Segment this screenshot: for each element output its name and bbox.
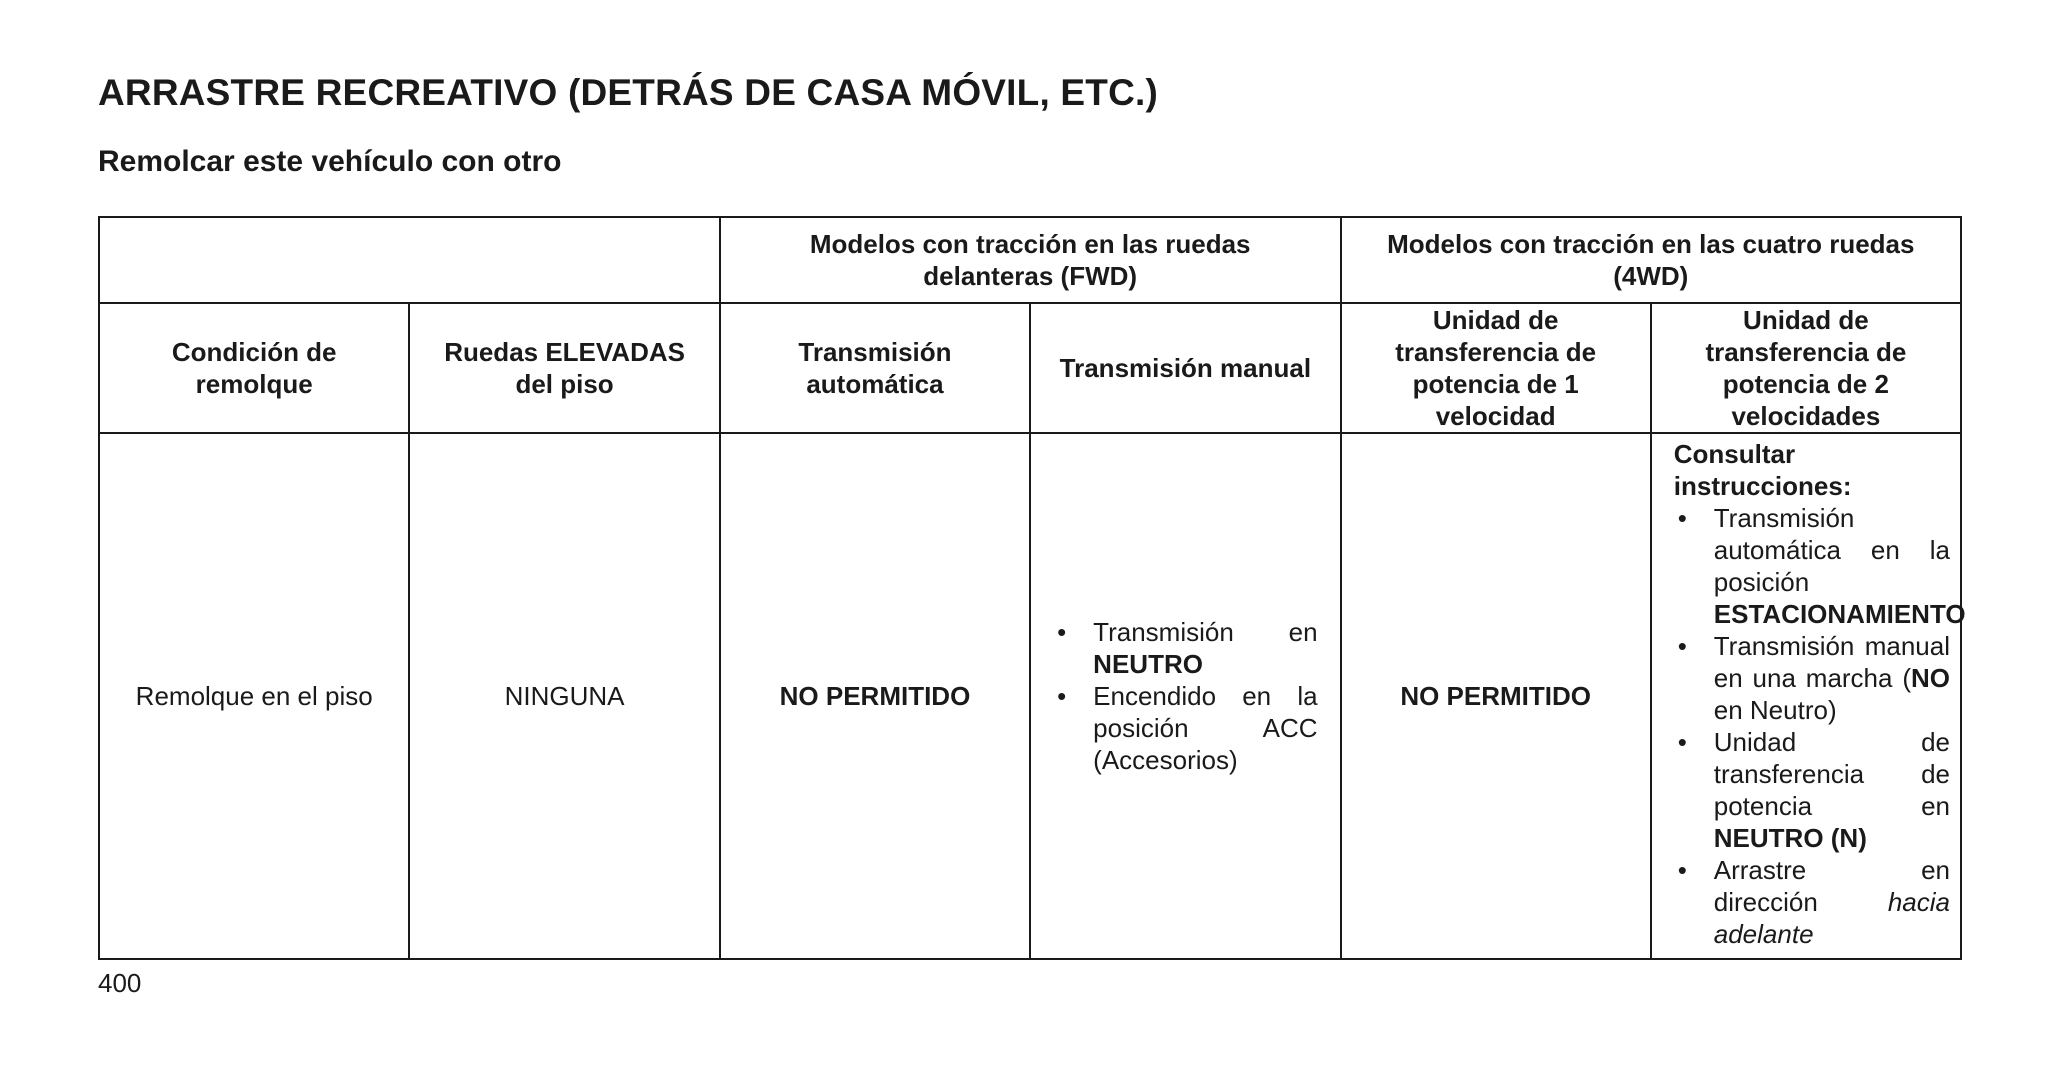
cell-fwd-manual xyxy=(1030,433,1340,959)
list-item xyxy=(1674,854,1950,950)
page-subtitle: Remolcar este vehículo con otro xyxy=(98,145,562,178)
col-header-automatic xyxy=(720,303,1030,433)
col-header-manual-text: Transmisión manual xyxy=(1059,353,1312,383)
list-item-text: Encendido en la posición ACC (Accesorios) xyxy=(1093,681,1318,775)
group-header-row xyxy=(99,217,1961,303)
col-header-2speed-text: Unidad de transferencia de potencia de 2 velocidades xyxy=(1705,305,1907,431)
col-header-condition xyxy=(99,303,409,433)
fwd-group-header-text: Modelos con tracción en las ruedas delanteras (FWD) xyxy=(809,229,1251,291)
list-item-italic: hacia adelante xyxy=(1713,887,1950,949)
towing-table xyxy=(98,216,1966,960)
cell-condition-text: Remolque en el piso xyxy=(135,681,373,711)
awd-2speed-list xyxy=(1674,502,1966,950)
awd-group-header-text: Modelos con tracción en las cuatro ruedas (4WD) xyxy=(1387,229,1915,291)
cell-wheels-raised-text: NINGUNA xyxy=(504,681,625,711)
table-row xyxy=(99,433,1961,959)
col-header-manual xyxy=(1030,303,1340,433)
empty-header-cell xyxy=(99,217,720,303)
list-item-text: Transmisión manual en una marcha ( xyxy=(1713,631,1950,693)
col-header-condition-text: Condición de remolque xyxy=(171,337,337,399)
awd-group-header xyxy=(1341,217,1961,303)
fwd-group-header xyxy=(720,217,1341,303)
list-item-text: Transmisión en xyxy=(1093,617,1318,647)
fwd-manual-list xyxy=(1053,616,1317,776)
list-item xyxy=(1674,630,1950,726)
list-item xyxy=(1674,726,1950,854)
col-header-1speed xyxy=(1341,303,1651,433)
list-item-text: Arrastre en dirección xyxy=(1713,855,1950,917)
cell-awd-1speed xyxy=(1341,433,1651,959)
col-header-wheels-text: Ruedas ELEVADAS del piso xyxy=(444,337,685,399)
col-header-automatic-text: Transmisión automática xyxy=(798,337,952,399)
list-item xyxy=(1674,502,1966,630)
list-item-text: Transmisión automática en la posición xyxy=(1713,503,1950,597)
list-item-bold: ESTACIONAMIENTO xyxy=(1713,599,1966,629)
list-item-text: en Neutro) xyxy=(1713,695,1837,725)
cell-awd-2speed xyxy=(1651,433,1966,959)
page-title: ARRASTRE RECREATIVO (DETRÁS DE CASA MÓVIL, ETC.) xyxy=(98,72,1159,113)
cell-awd-1speed-text: NO PERMITIDO xyxy=(1400,681,1591,711)
list-item-text: Unidad de transferencia de potencia en xyxy=(1713,727,1950,821)
cell-fwd-automatic-text: NO PERMITIDO xyxy=(779,681,971,711)
page-number: 400 xyxy=(98,968,142,998)
col-header-wheels xyxy=(409,303,719,433)
cell-wheels-raised xyxy=(409,433,719,959)
col-header-2speed xyxy=(1651,303,1961,433)
list-item-bold: NEUTRO xyxy=(1093,649,1203,679)
list-item-bold: NO xyxy=(1911,663,1950,693)
cell-condition xyxy=(99,433,409,959)
consult-heading: Consultar instrucciones: xyxy=(1673,439,1852,501)
list-item-bold: NEUTRO (N) xyxy=(1713,823,1867,853)
column-header-row xyxy=(99,303,1961,433)
list-item xyxy=(1053,616,1317,680)
col-header-1speed-text: Unidad de transferencia de potencia de 1 velocidad xyxy=(1395,305,1597,431)
cell-fwd-automatic xyxy=(720,433,1030,959)
list-item xyxy=(1053,680,1317,776)
